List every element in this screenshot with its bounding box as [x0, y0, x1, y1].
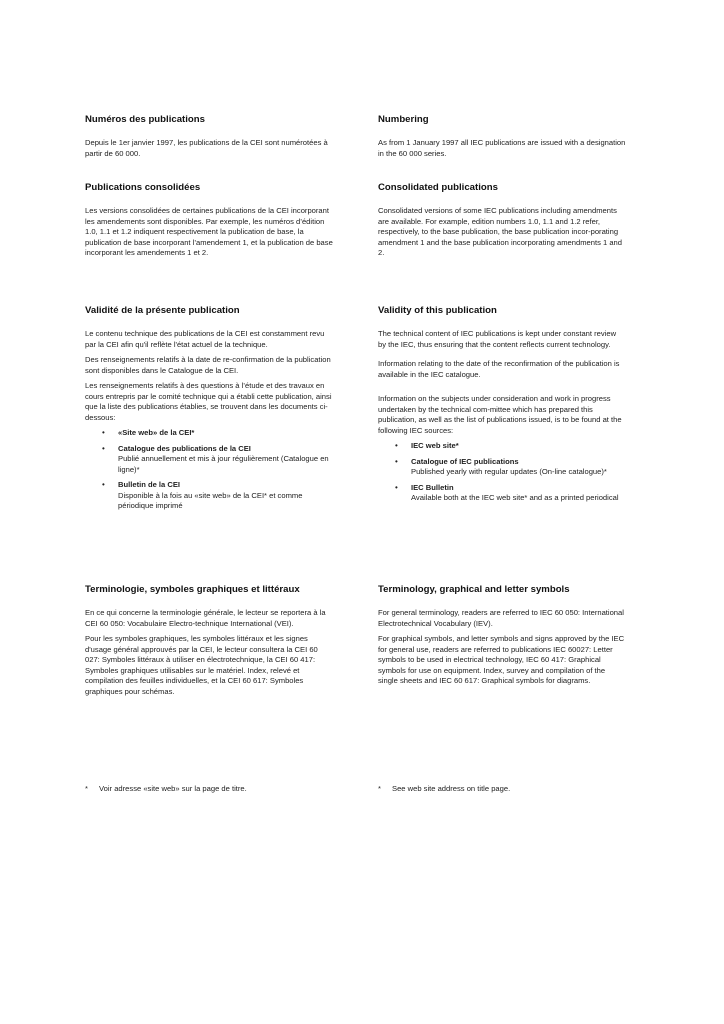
en-validity-p2: Information relating to the date of the reconfirmation of the publication is available in the IEC catalogue.: [378, 359, 620, 379]
en-source-desc: Available both at the IEC web site* and as a printed periodical: [411, 493, 619, 502]
en-consolidated-section: [378, 182, 626, 259]
en-terminology-title: Terminology, graphical and letter symbols: [378, 584, 570, 595]
footnote-marker: *: [378, 784, 381, 793]
fr-terminology-p2: Pour les symboles graphiques, les symboles littéraux et les signes d'usage général approuvés par la CEI, le lecteur consultera la CEI 60 027: Symboles littéraux à utiliser en électrotechnique, la CEI 60 417: Symboles graphiques utilisables sur le matériel. Index, relevé et compilation des feuilles individuelles, et la CEI 60 617: Symboles graphiques pour schémas.: [85, 634, 318, 696]
fr-consolidated-title: Publications consolidées: [85, 182, 201, 193]
fr-source-title: Catalogue des publications de la CEI: [118, 443, 251, 453]
en-terminology-p2: For graphical symbols, and letter symbols and signs approved by the IEC for general use, readers are referred to publications IEC 60027: Letter symbols to be used in electrical technology, IEC 60 417: Graphical symbols for use on equipment. Index, survey and compilation of the single sheets and IEC 60 617: Graphical symbols for diagrams.: [378, 634, 625, 685]
bullet-icon: •: [102, 428, 105, 437]
footnote-marker: *: [85, 784, 88, 793]
en-terminology-p1: For general terminology, readers are referred to IEC 60 050: International Electrotechnical Vocabulary (IEV).: [378, 608, 624, 628]
fr-validity-title: Validité de la présente publication: [85, 305, 240, 316]
fr-footnote-text: Voir adresse «site web» sur la page de titre.: [99, 784, 247, 793]
en-numbering-body: As from 1 January 1997 all IEC publications are issued with a designation in the 60 000 series.: [378, 138, 626, 158]
fr-validity-p3: Les renseignements relatifs à des questions à l’étude et des travaux en cours entrepris par le comité technique qui a établi cette publication, ainsi que la liste des publications établies, se trouvent dans les documents ci-dessous:: [85, 381, 332, 422]
bullet-icon: •: [395, 456, 398, 466]
en-footnote: [378, 784, 626, 794]
fr-consolidated-body: Les versions consolidées de certaines publications de la CEI incorporant les amendements sont disponibles. Par exemple, les numéros d’édition 1.0, 1.1 et 1.2 indiquent respectivement la publication de base, la publication de base incorporant l’amendement 1, et la publication de base incorporant les amendements 1 et 2.: [85, 206, 333, 257]
bullet-icon: •: [102, 480, 105, 489]
en-footnote-text: See web site address on title page.: [392, 784, 511, 793]
en-validity-p1: The technical content of IEC publications is kept under constant review by the IEC, thus ensuring that the content reflects current technology.: [378, 329, 617, 349]
fr-source-title: Bulletin de la CEI: [118, 480, 181, 489]
fr-source-item: [85, 480, 333, 512]
fr-source-item: [85, 428, 333, 439]
en-source-title: Catalogue of IEC publications: [411, 456, 519, 466]
en-validity-title: Validity of this publication: [378, 305, 497, 316]
fr-validity-p2: Des renseignements relatifs à la date de re-confirmation de la publication sont disponibles dans le Catalogue de la CEI.: [85, 355, 331, 375]
fr-numbering-body: Depuis le 1er janvier 1997, les publications de la CEI sont numérotées à partir de 60 000.: [85, 138, 328, 158]
fr-terminology-title: Terminologie, symboles graphiques et littéraux: [85, 584, 300, 595]
en-terminology-section: [378, 584, 626, 687]
fr-source-desc: Publié annuellement et mis à jour régulièrement (Catalogue en ligne)*: [118, 454, 329, 474]
en-validity-p3: Information on the subjects under consideration and work in progress undertaken by the technical com-mittee which has prepared this publication, as well as the list of publications issued, is to be found at the following IEC sources:: [378, 394, 622, 435]
bullet-icon: •: [395, 482, 398, 492]
en-source-title: IEC Bulletin: [411, 482, 454, 492]
en-source-desc: Published yearly with regular updates (On-line catalogue)*: [411, 467, 607, 476]
fr-terminology-section: [85, 584, 333, 697]
en-source-item: [378, 457, 626, 478]
fr-numbering-section: [85, 114, 333, 159]
fr-source-desc: Disponible à la fois au «site web» de la CEI* et comme périodique imprimé: [118, 490, 303, 510]
fr-validity-section: [85, 305, 333, 517]
en-numbering-title: Numbering: [378, 114, 429, 125]
en-validity-section: [378, 305, 626, 509]
fr-validity-p1: Le contenu technique des publications de la CEI est constamment revu par la CEI afin qu'il reflète l'état actuel de la technique.: [85, 329, 325, 349]
en-source-item: [378, 441, 626, 452]
fr-footnote: [85, 784, 333, 794]
bullet-icon: •: [395, 441, 398, 450]
fr-sources-list: [85, 428, 333, 512]
en-source-item: [378, 483, 626, 504]
fr-numbering-title: Numéros des publications: [85, 114, 205, 125]
en-source-title: IEC web site*: [411, 441, 459, 450]
en-numbering-section: [378, 114, 626, 159]
fr-consolidated-section: [85, 182, 333, 259]
en-consolidated-title: Consolidated publications: [378, 182, 498, 193]
fr-terminology-p1: En ce qui concerne la terminologie générale, le lecteur se reportera à la CEI 60 050: Vocabulaire Electro-technique International (VEI).: [85, 608, 326, 628]
fr-source-item: [85, 444, 333, 476]
en-consolidated-body: Consolidated versions of some IEC publications including amendments are available. For example, edition numbers 1.0, 1.1 and 1.2 refer, respectively, to the base publication, the base publication incor-porating amendment 1 and the base publication incorporating amendments 1 and 2.: [378, 206, 623, 257]
en-sources-list: [378, 441, 626, 504]
bullet-icon: •: [102, 443, 105, 453]
fr-source-title: «Site web» de la CEI*: [118, 428, 195, 437]
